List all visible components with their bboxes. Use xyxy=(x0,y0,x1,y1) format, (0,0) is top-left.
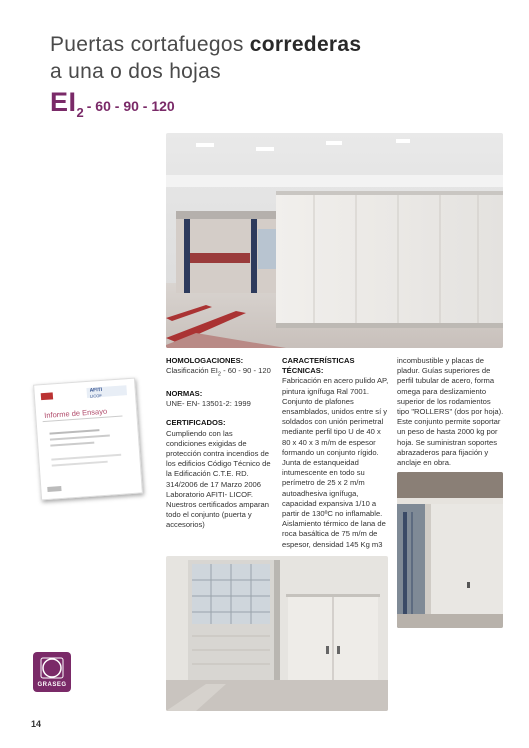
normas-heading: NORMAS: xyxy=(166,388,203,398)
rating-subscript: 2 xyxy=(76,105,84,120)
main-door-photo xyxy=(166,133,503,348)
rating-main: EI xyxy=(50,87,77,117)
certificados-text: Cumpliendo con las condiciones exigidas de protección contra incendios de los edificios Código Técnico de la Edificación C.T.E. RD. 314/2006 de 17 Marzo 2006 Laboratorio AFITI- LICOF. Nuestros certificados amparan todo el conjunto (puerta y accesorios) xyxy=(166,428,271,530)
caracteristicas-heading: CARACTERÍSTICAS TÉCNICAS: xyxy=(282,356,355,376)
cert-brand: AFITI xyxy=(89,386,103,394)
column-homologaciones xyxy=(166,356,274,531)
test-report-document xyxy=(33,378,143,501)
caracteristicas-text: Fabricación en acero pulido AP, pintura ignífuga Ral 7001. Conjunto de plafones ensamblados, unidos entre sí y soldados con unión perimetral mediante perfil tipo U de 40 x 80 x 40 x 3 m/m de espesor formando un conjunto rígido. Junta de estanqueidad intumescente en todo su perímetro de 25 x 2 m/m autoadhesiva ignífuga, capacidad expansiva 1/10 a partir de 130ºC no inflamable. Aislamiento térmico de lana de roca basáltica de 75 m/m de espesor, densidad 145 Kg m3 xyxy=(282,376,389,549)
title-bold-word: correderas xyxy=(249,33,362,56)
door-detail-photo xyxy=(397,472,503,628)
graseg-logo xyxy=(33,652,71,692)
page-number: 14 xyxy=(31,719,42,729)
column-caracteristicas xyxy=(282,356,390,550)
rating-values: - 60 - 90 - 120 xyxy=(86,98,175,114)
cert-heading: Informe de Ensayo xyxy=(43,406,108,420)
col3-text: incombustible y placas de pladur. Guías superiores de perfil tubular de acero, forma omega para deslizamiento superior de los rodamientos tipo "ROLLERS" (dos por hoja). Este conjunto permite soportar un peso de hasta 2000 kg por hoja. Se suministran soportes abrazaderos para fijación y anclaje en obra. xyxy=(397,356,504,468)
page-title-line2: a una o dos hojas xyxy=(50,60,221,83)
homologaciones-heading: HOMOLOGACIONES: xyxy=(166,356,244,365)
page-title-line1: Puertas cortafuegos correderas xyxy=(50,33,362,56)
double-door-photo xyxy=(166,556,388,711)
cert-brand-sub: LICOF xyxy=(89,392,102,399)
column-guias xyxy=(397,356,505,468)
logo-text: GRASEG xyxy=(37,682,67,688)
homologaciones-text: Clasificación $EI_2 - 60 - 90 - 120$ xyxy=(166,366,271,378)
certificados-heading: CERTIFICADOS: xyxy=(166,418,226,428)
normas-text: UNE- EN- 13501-2: 1999 xyxy=(166,399,251,409)
fire-rating xyxy=(50,87,175,118)
